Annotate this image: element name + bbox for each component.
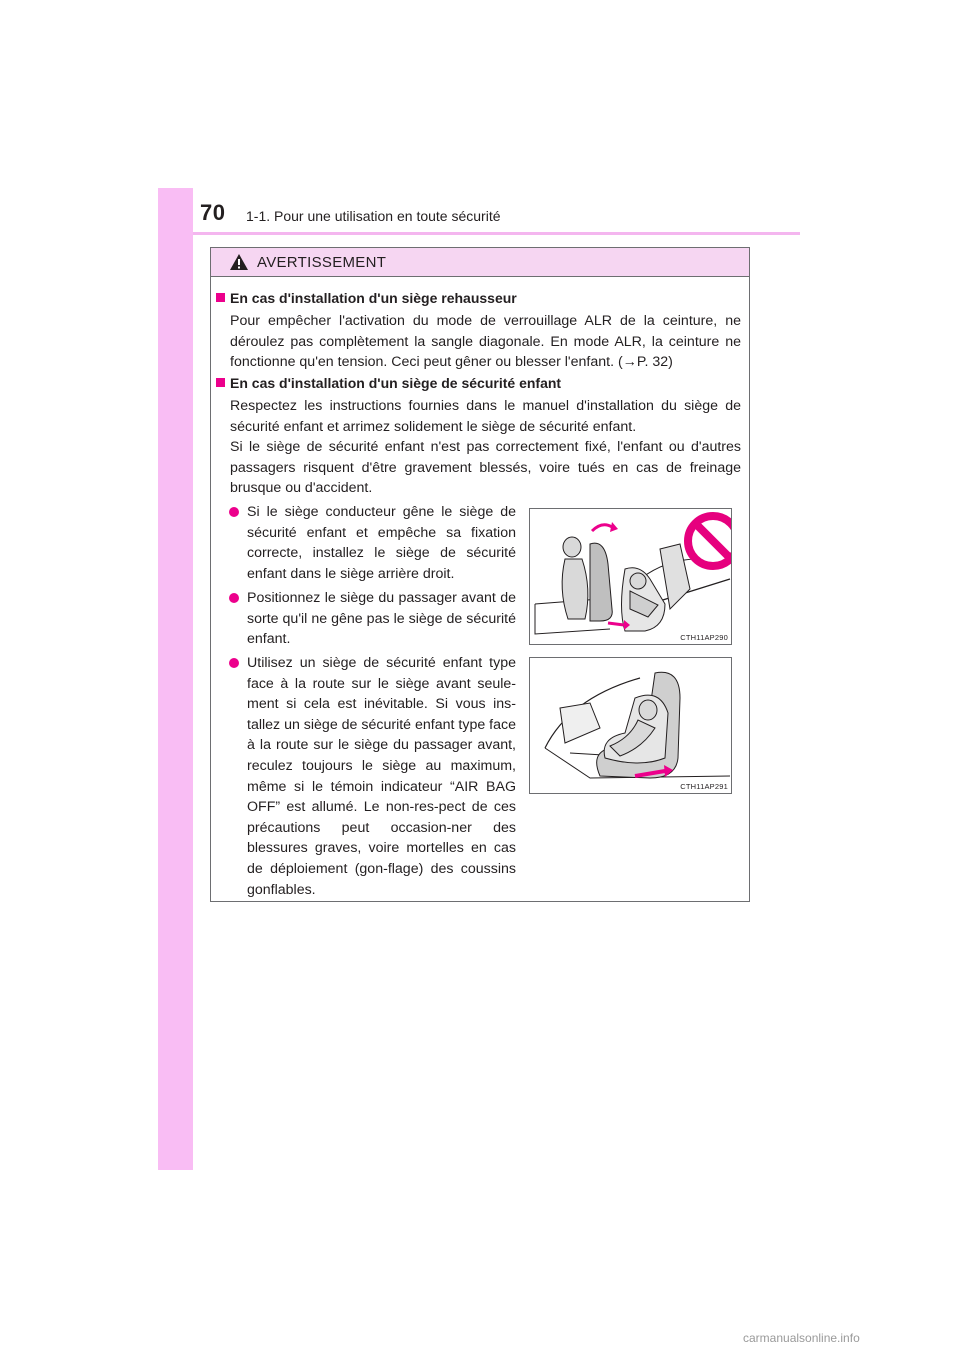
bullet-item: Utilisez un siège de sécurité enfant type face à la route sur le siège avant seule-ment si cela est inévitable. Si vous ins-tallez un siège de sécurité enfant type face à la route sur le siège du passager avant, reculez toujours le siège au maximum, même si le témoin indicateur “AIR BAG OFF” est allumé. Le non-res-pect de ces précautions peut occasion-ner des blessures graves, voire mortelles en cas de déploiement (gon-flage) des coussins gonflables. bbox=[229, 653, 516, 900]
warning-header bbox=[211, 248, 749, 277]
round-bullet-icon bbox=[229, 507, 239, 517]
driver-seat-illustration bbox=[530, 509, 731, 644]
section-heading-booster: En cas d'installation d'un siège rehausseur bbox=[216, 290, 517, 306]
warning-title: AVERTISSEMENT bbox=[257, 253, 387, 271]
watermark: carmanualsonline.info bbox=[743, 1331, 860, 1345]
section-title: 1-1. Pour une utilisation en toute sécurité bbox=[246, 208, 501, 224]
chapter-tab-strip bbox=[158, 188, 193, 1170]
booster-paragraph: Pour empêcher l'activation du mode de verrouillage ALR de la ceinture, ne déroulez pas complètement la sangle diagonale. En mode ALR, la ceinture ne fonctionne qu'en tension. Ceci peut gêner ou blesser l'enfant. (→P. 32) bbox=[230, 313, 741, 371]
square-bullet-icon bbox=[216, 293, 225, 302]
bullet-item: Positionnez le siège du passager avant de sorte qu'il ne gêne pas le siège de sécurité enfant. bbox=[229, 588, 516, 650]
child-seat-paragraph-1: Respectez les instructions fournies dans le manuel d'installation du siège de sécurité enfant et arrimez solidement le siège de sécurité enfant. bbox=[230, 398, 741, 435]
warning-triangle-icon bbox=[229, 253, 249, 271]
round-bullet-icon bbox=[229, 658, 239, 668]
forward-facing-child-seat-illustration bbox=[530, 658, 731, 793]
figure-driver-seat-interference bbox=[529, 508, 732, 645]
page-number: 70 bbox=[200, 200, 226, 225]
square-bullet-icon bbox=[216, 378, 225, 387]
round-bullet-icon bbox=[229, 593, 239, 603]
figure-code: CTH11AP290 bbox=[680, 633, 728, 642]
bullet-item: Si le siège conducteur gêne le siège de sécurité enfant et empêche sa fixation correcte, installez le siège de sécurité enfant dans le siège arrière droit. bbox=[229, 502, 516, 584]
section-heading-child-seat: En cas d'installation d'un siège de sécurité enfant bbox=[216, 375, 561, 391]
header-rule bbox=[193, 232, 800, 235]
warning-box bbox=[210, 247, 750, 902]
child-seat-paragraph-2: Si le siège de sécurité enfant n'est pas correctement fixé, l'enfant ou d'autres passagers risquent d'être gravement blessés, voire tués en cas de freinage brusque ou d'accident. bbox=[230, 439, 741, 497]
figure-code: CTH11AP291 bbox=[680, 782, 728, 791]
figure-forward-facing-seat bbox=[529, 657, 732, 794]
